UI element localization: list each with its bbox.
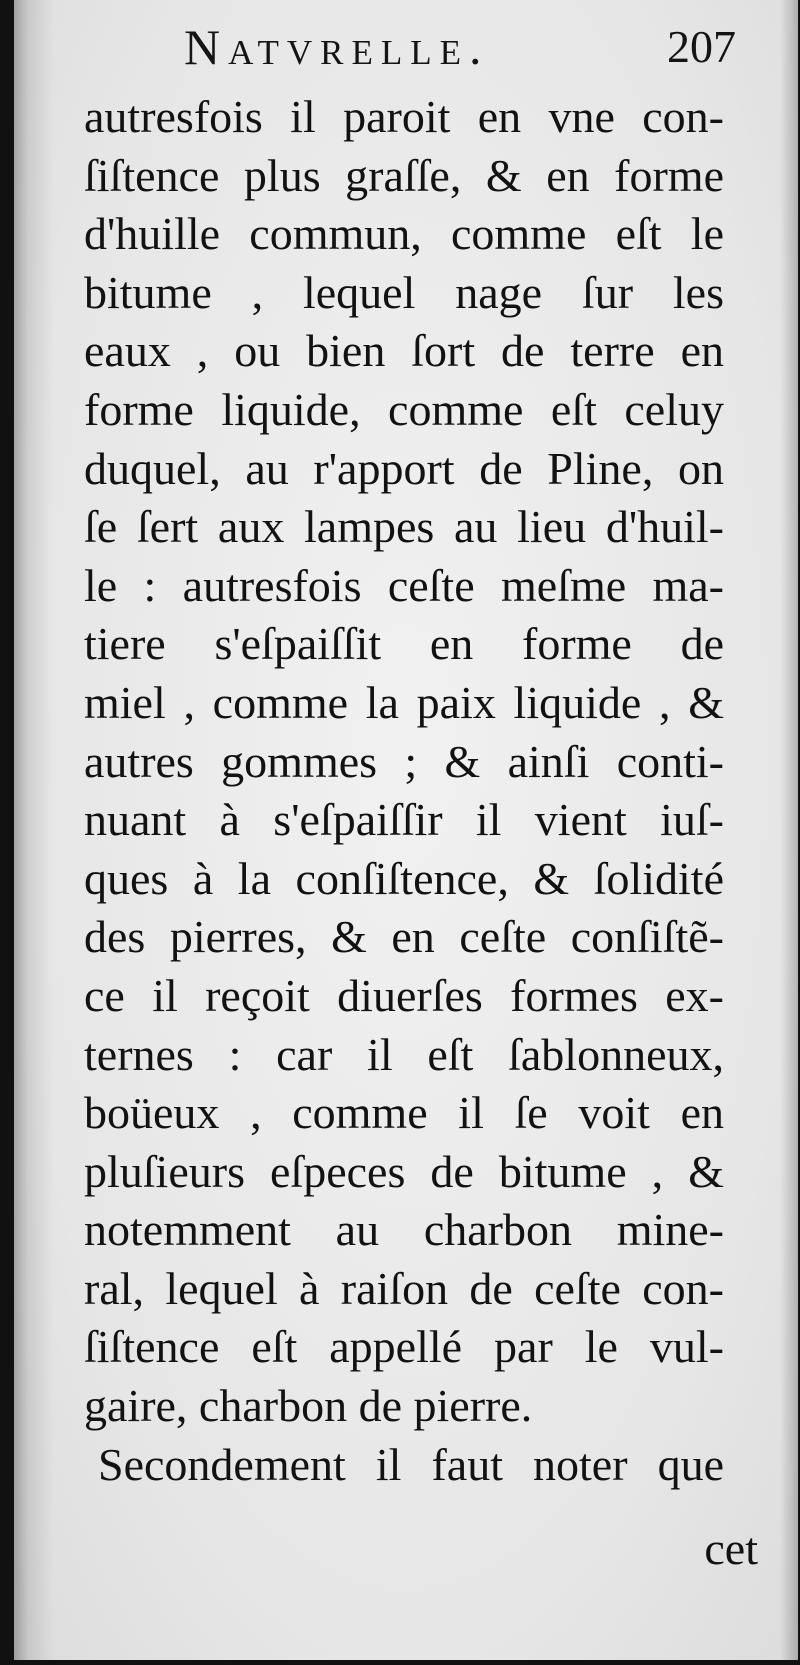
- text-line: tiere s'eſpaiſſit en forme de: [84, 618, 724, 670]
- text-line: eaux , ou bien ſort de terre en: [84, 325, 724, 377]
- text-line: Secondement il faut noter que: [98, 1438, 724, 1490]
- text-line: ſiſtence eſt appellé par le vul-: [84, 1321, 724, 1373]
- text-line: pluſieurs eſpeces de bitume , &: [84, 1145, 724, 1197]
- body-text: [84, 88, 724, 1494]
- text-line: ce il reçoit diuerſes formes ex-: [84, 969, 724, 1021]
- book-page: [14, 0, 798, 1660]
- text-line: des pierres, & en ceſte conſiſtẽ-: [84, 911, 724, 963]
- text-line: duquel, au r'apport de Pline, on: [84, 442, 724, 494]
- text-line: autresfois il paroit en vne con-: [84, 91, 724, 142]
- running-title: Natvrelle.: [184, 19, 490, 75]
- running-head: [14, 18, 798, 78]
- text-line: miel , comme la paix liquide , &: [84, 676, 724, 728]
- text-line: ſiſtence plus graſſe, & en forme: [84, 149, 724, 201]
- page-number: 207: [667, 21, 736, 72]
- text-line: boüeux , comme il ſe voit en: [84, 1087, 724, 1139]
- text-line: ques à la conſiſtence, & ſolidité: [84, 852, 724, 904]
- text-line: ral, lequel à raiſon de ceſte con-: [84, 1262, 724, 1314]
- text-line: bitume , lequel nage ſur les: [84, 266, 724, 318]
- text-line: forme liquide, comme eſt celuy: [84, 383, 724, 435]
- text-line: notemment au charbon mine-: [84, 1204, 724, 1256]
- text-line: autres gommes ; & ainſi conti-: [84, 735, 724, 787]
- text-line: d'huille commun, comme eſt le: [84, 208, 724, 260]
- text-line: ternes : car il eſt ſablonneux,: [84, 1028, 724, 1080]
- text-line: ſe ſert aux lampes au lieu d'huil-: [84, 501, 724, 553]
- text-line: nuant à s'eſpaiſſir il vient iuſ-: [84, 794, 724, 846]
- text-line: gaire, charbon de pierre.: [84, 1380, 533, 1432]
- catchword: cet: [704, 1523, 758, 1574]
- text-line: le : autresfois ceſte meſme ma-: [84, 559, 724, 611]
